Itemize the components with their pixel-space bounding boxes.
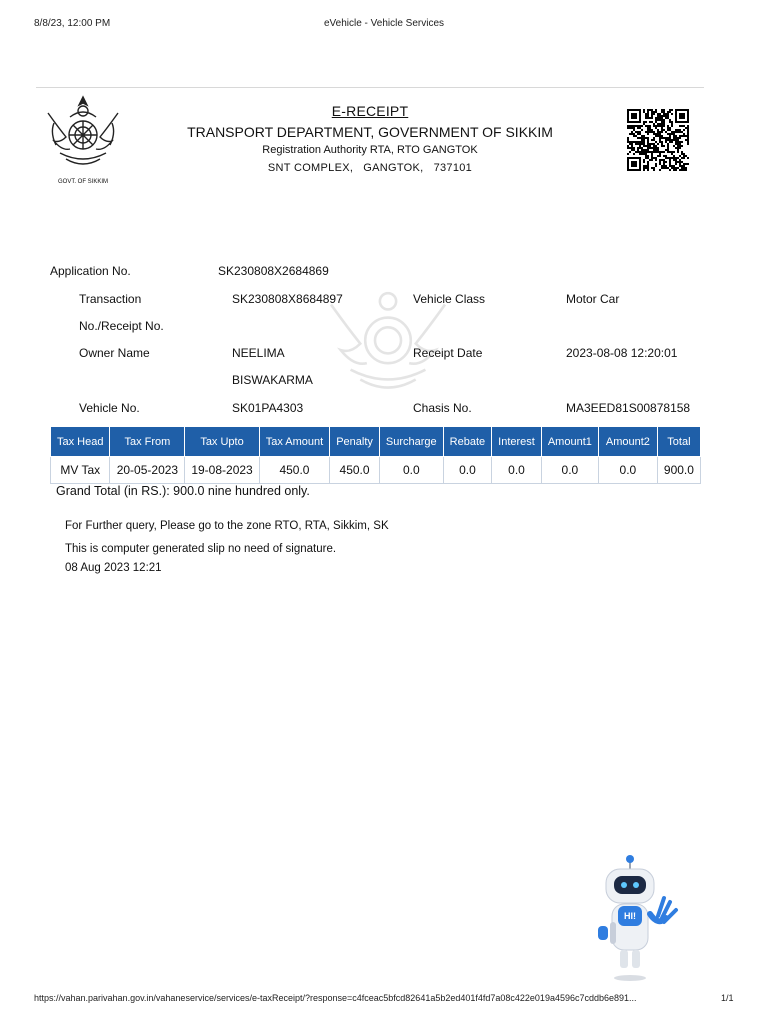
emblem-caption: GOVT. OF SIKKIM <box>57 179 108 185</box>
grand-total: Grand Total (in RS.): 900.0 nine hundred only. <box>56 484 310 498</box>
vehicle-class-value: Motor Car <box>566 292 620 306</box>
vehicle-class-label: Vehicle Class <box>413 292 486 306</box>
cell-amount2: 0.0 <box>598 457 657 484</box>
col-amount1: Amount1 <box>541 427 598 457</box>
transaction-no-value: SK230808X8684897 <box>232 292 343 306</box>
col-penalty: Penalty <box>330 427 380 457</box>
cell-tax-from: 20-05-2023 <box>110 457 185 484</box>
vehicle-no-value: SK01PA4303 <box>232 401 304 415</box>
print-footer-url: https://vahan.parivahan.gov.in/vahaneservice/services/e-taxReceipt/?response=c4fceac5bfcd82641a5b2ed401f4fd7a08c422e019a4596c7cddb6e891... <box>34 993 637 1003</box>
cell-surcharge: 0.0 <box>379 457 443 484</box>
transaction-label-line2: No./Receipt No. <box>79 319 164 333</box>
col-interest: Interest <box>492 427 542 457</box>
print-datetime: 8/8/23, 12:00 PM <box>34 18 111 29</box>
cell-tax-head: MV Tax <box>51 457 110 484</box>
cell-rebate: 0.0 <box>443 457 491 484</box>
receipt-heading: E-RECEIPT <box>331 103 409 119</box>
sikkim-emblem-logo <box>40 93 126 185</box>
col-surcharge: Surcharge <box>379 427 443 457</box>
cell-interest: 0.0 <box>492 457 542 484</box>
department-title: TRANSPORT DEPARTMENT, GOVERNMENT OF SIKKIM <box>187 124 553 140</box>
receipt-date-value: 2023-08-08 12:20:01 <box>566 346 678 360</box>
cell-total: 900.0 <box>657 457 700 484</box>
chasis-no-value: MA3EED81S00878158 <box>566 401 691 415</box>
authority-line: Registration Authority RTA, RTO GANGTOK <box>262 144 478 156</box>
owner-name-label: Owner Name <box>79 346 150 360</box>
chasis-no-label: Chasis No. <box>413 401 472 415</box>
qr-code <box>627 109 689 171</box>
col-total: Total <box>657 427 700 457</box>
print-page-title: eVehicle - Vehicle Services <box>323 18 445 29</box>
chatbot-assistant-button[interactable] <box>592 852 684 984</box>
col-tax-head: Tax Head <box>51 427 110 457</box>
owner-name-value-line1: NEELIMA <box>232 346 285 360</box>
col-amount2: Amount2 <box>598 427 657 457</box>
cell-penalty: 450.0 <box>330 457 380 484</box>
header-divider <box>36 87 704 88</box>
owner-name-value-line2: BISWAKARMA <box>232 373 313 387</box>
col-rebate: Rebate <box>443 427 491 457</box>
table-row <box>51 457 701 484</box>
generated-timestamp: 08 Aug 2023 12:21 <box>65 562 162 574</box>
query-note: For Further query, Please go to the zone RTO, RTA, Sikkim, SK <box>65 520 389 532</box>
receipt-date-label: Receipt Date <box>413 346 483 360</box>
chatbot-hi-badge: HI! <box>618 906 642 926</box>
cell-tax-amount: 450.0 <box>259 457 329 484</box>
col-tax-amount: Tax Amount <box>259 427 329 457</box>
address-line: SNT COMPLEX, GANGTOK, 737101 <box>267 162 473 174</box>
application-no-value: SK230808X2684869 <box>218 264 329 278</box>
tax-table-header-row <box>51 427 701 457</box>
cell-amount1: 0.0 <box>541 457 598 484</box>
col-tax-from: Tax From <box>110 427 185 457</box>
signature-note: This is computer generated slip no need of signature. <box>65 543 337 555</box>
cell-tax-upto: 19-08-2023 <box>185 457 259 484</box>
application-no-label: Application No. <box>50 264 131 278</box>
vehicle-no-label: Vehicle No. <box>79 401 140 415</box>
transaction-label-line1: Transaction <box>79 292 142 306</box>
print-page-number: 1/1 <box>721 993 734 1003</box>
tax-table <box>50 426 701 484</box>
col-tax-upto: Tax Upto <box>185 427 259 457</box>
